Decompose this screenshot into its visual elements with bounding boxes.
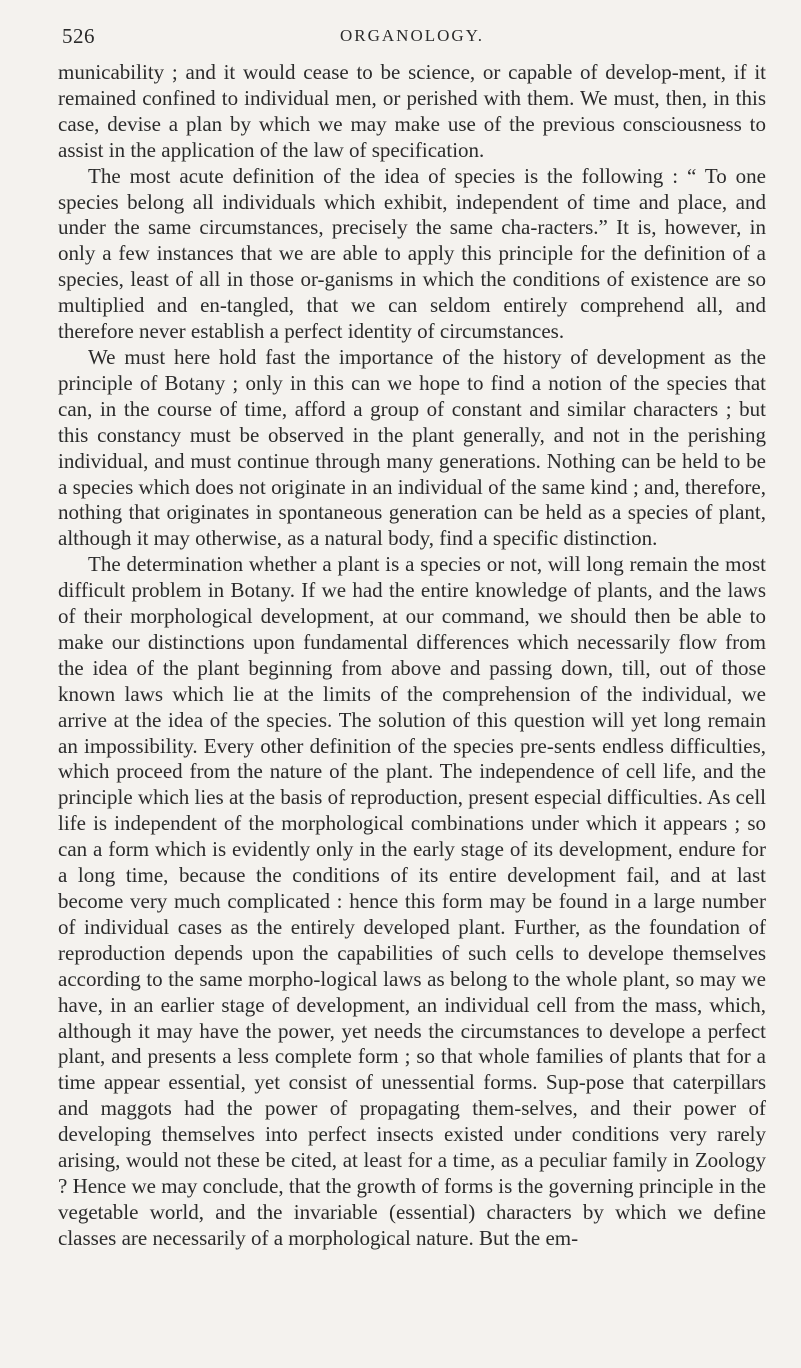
book-page <box>58 18 766 1252</box>
page-number: 526 <box>62 24 95 48</box>
paragraph-3: We must here hold fast the importance of the history of development as the principle of Botany ; only in this can we hope to find a notion of the species that can, in the course of time, afford a group of constant and similar characters ; but this constancy must be observed in the plant generally, and not in the perishing individual, and must continue through many generations. Nothing can be held to be a species which does not originate in an individual of the same kind ; and, therefore, nothing that originates in spontaneous generation can be held as a species of plant, although it may otherwise, as a natural body, find a specific distinction. <box>58 344 766 551</box>
paragraph-2: The most acute definition of the idea of species is the following : “ To one species belong all individuals which exhibit, independent of time and place, and under the same circumstances, precisely the same cha-racters.” It is, however, in only a few instances that we are able to apply this principle for the definition of a species, least of all in those or-ganisms in which the conditions of existence are so multiplied and en-tangled, that we can seldom entirely comprehend all, and therefore never establish a perfect identity of circumstances. <box>58 163 766 344</box>
paragraph-1: municability ; and it would cease to be science, or capable of develop-ment, if it remained confined to individual men, or perished with them. We must, then, in this case, devise a plan by which we may make use of the previous consciousness to assist in the application of the law of specification. <box>58 60 766 162</box>
paragraph-4: The determination whether a plant is a species or not, will long remain the most difficult problem in Botany. If we had the entire knowledge of plants, and the laws of their morphological development, at our command, we should then be able to make our distinctions upon fundamental differences which necessarily flow from the idea of the plant beginning from above and passing down, till, out of those known laws which lie at the limits of the comprehension of the individual, we arrive at the idea of the species. The solution of this question will yet long remain an impossibility. Every other definition of the species pre-sents endless difficulties, which proceed from the nature of the plant. The independence of cell life, and the principle which lies at the basis of reproduction, present especial difficulties. As cell life is independent of the morphological combinations under which it appears ; so can a form which is evidently only in the early stage of its development, endure for a long time, because the conditions of its entire development fail, and at last become very much complicated : hence this form may be found in a large number of individual cases as the entirely developed plant. Further, as the foundation of reproduction depends upon the capabilities of such cells to develope themselves according to the same morpho-logical laws as belong to the whole plant, so may we have, in an earlier stage of development, an individual cell from the mass, which, although it may have the power, yet needs the circumstances to develope a perfect plant, and presents a less complete form ; so that whole families of plants that for a time appear essential, yet consist of unessential forms. Sup-pose that caterpillars and maggots had the power of propagating them-selves, and their power of developing themselves into perfect insects existed under conditions very rarely arising, would not these be cited, at least for a time, as a peculiar family in Zoology ? Hence we may conclude, that the growth of forms is the governing principle in the vegetable world, and the invariable (essential) characters by which we define classes are necessarily of a morphological nature. But the em- <box>58 552 766 1250</box>
running-title: ORGANOLOGY. <box>340 26 484 45</box>
page-body <box>58 60 766 1252</box>
page-header <box>58 18 766 52</box>
